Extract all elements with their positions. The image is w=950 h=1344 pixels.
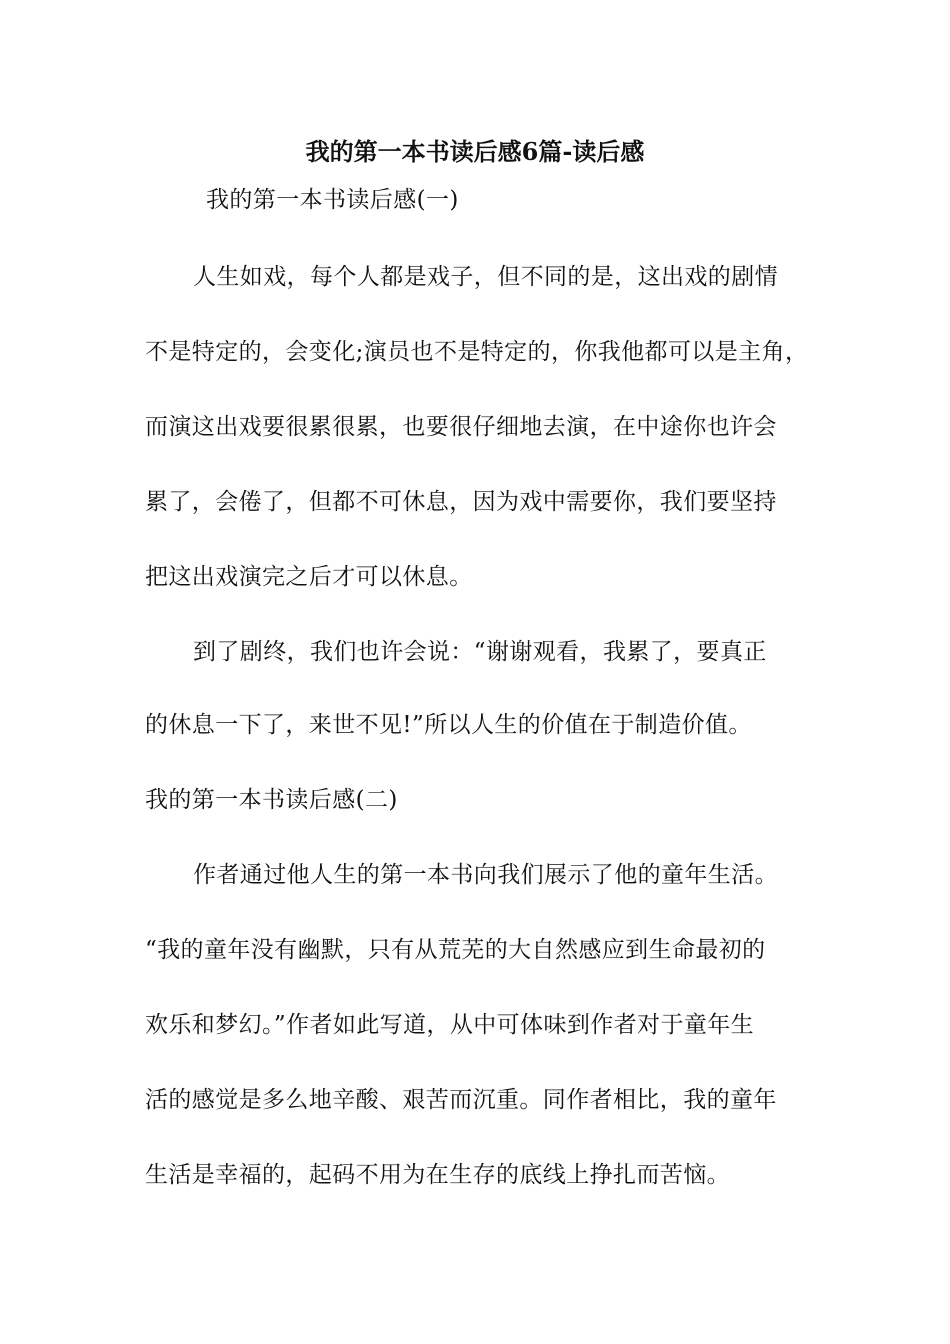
paragraph-line: 人生如戏，每个人都是戏子，但不同的是，这出戏的剧情: [193, 264, 778, 290]
paragraph-line: 生活是幸福的，起码不用为在生存的底线上挣扎而苦恼。: [145, 1162, 730, 1188]
paragraph-line: 把这出戏演完之后才可以休息。: [145, 564, 473, 590]
section1-heading: 我的第一本书读后感(一): [206, 187, 459, 213]
document-title: 我的第一本书读后感6篇-读后感: [305, 137, 645, 166]
paragraph-line: 累了，会倦了，但都不可休息，因为戏中需要你，我们要坚持: [145, 489, 777, 515]
paragraph-line: 到了剧终，我们也许会说：“谢谢观看，我累了，要真正: [193, 639, 767, 665]
paragraph-line: 的休息一下了，来世不见!”所以人生的价值在于制造价值。: [145, 712, 752, 738]
paragraph-line: 不是特定的，会变化;演员也不是特定的，你我他都可以是主角，: [145, 339, 809, 365]
paragraph-line: 活的感觉是多么地辛酸、艰苦而沉重。同作者相比，我的童年: [145, 1087, 777, 1113]
paragraph-line: 欢乐和梦幻。”作者如此写道，从中可体味到作者对于童年生: [145, 1012, 755, 1038]
paragraph-line: “我的童年没有幽默，只有从荒芜的大自然感应到生命最初的: [145, 937, 766, 963]
section2-heading: 我的第一本书读后感(二): [145, 787, 398, 813]
paragraph-line: 作者通过他人生的第一本书向我们展示了他的童年生活。: [193, 862, 778, 888]
paragraph-line: 而演这出戏要很累很累，也要很仔细地去演，在中途你也许会: [145, 414, 777, 440]
